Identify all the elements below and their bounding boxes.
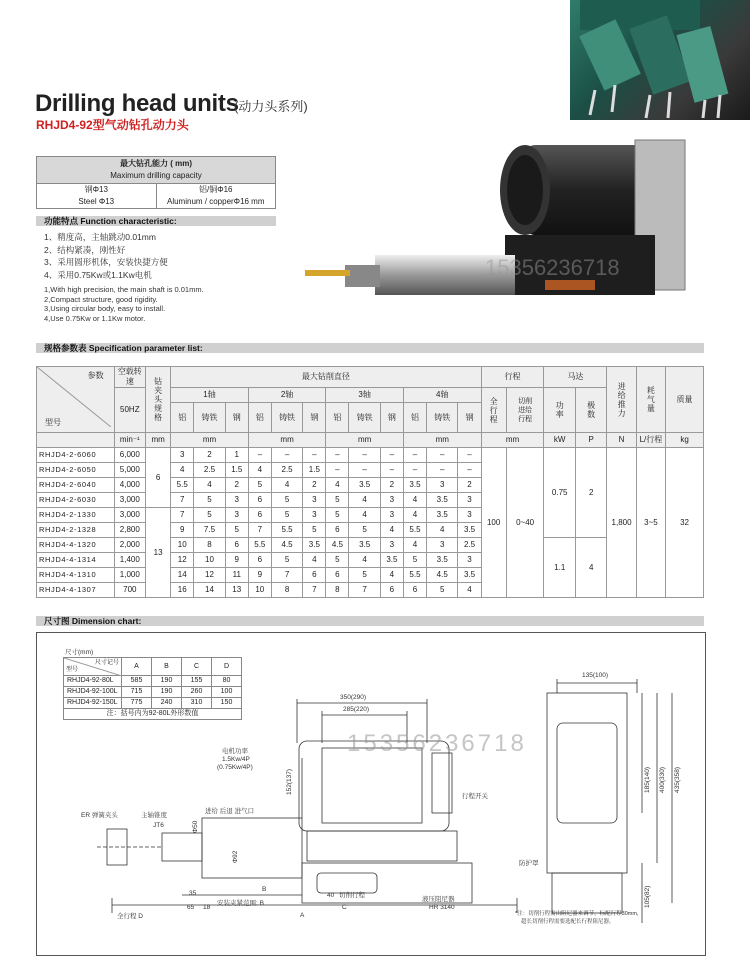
spec-unit-p: P: [575, 433, 606, 448]
spec-power-label: 功率: [544, 388, 575, 433]
spec-cell: 0.75: [544, 448, 575, 538]
spec-cell: 4,000: [114, 478, 145, 493]
spec-cell: 5.5: [171, 478, 194, 493]
dim-cell: 240: [152, 698, 182, 709]
spec-cell: 1,000: [114, 568, 145, 583]
spec-cell: RHJD4-2-1328: [37, 523, 115, 538]
dim-label-mount: 安装夹紧范围: B: [217, 900, 264, 907]
dim-cell: 585: [122, 676, 152, 687]
spec-cell: 4.5: [427, 568, 458, 583]
spec-cell: 6: [303, 568, 326, 583]
function-item: 3、采用圆形机体，安装快捷方便: [44, 257, 168, 267]
spec-cell: RHJD4-2-6050: [37, 463, 115, 478]
spec-cell: 1.1: [544, 538, 575, 598]
capacity-title-cn: 最大钻孔能力 ( mm): [37, 157, 276, 171]
spec-axis-4: 4轴: [403, 388, 481, 403]
dim-label-b: B: [262, 886, 267, 893]
spec-cell: 2: [380, 478, 403, 493]
spec-cell: 2: [303, 478, 326, 493]
dim-cell: 150: [212, 698, 242, 709]
spec-unit-mm: mm: [146, 433, 171, 448]
spec-cell: 3,000: [114, 508, 145, 523]
dim-label-stroke-switch: 行程开关: [462, 793, 488, 800]
spec-mat: 钢: [458, 403, 481, 433]
spec-cell: 3: [380, 538, 403, 553]
spec-cell: 11: [225, 568, 248, 583]
spec-cell: 3.5: [427, 508, 458, 523]
spec-cell: 4.5: [271, 538, 302, 553]
spec-cell: RHJD4-4-1320: [37, 538, 115, 553]
spec-mat: 钢: [380, 403, 403, 433]
function-item: 4、采用0.75Kw或1.1Kw电机: [44, 269, 152, 280]
spec-cell: 13: [146, 508, 171, 598]
spec-cell: 3.5: [349, 478, 380, 493]
spec-cell: 4: [403, 508, 426, 523]
spec-cell: 9: [171, 523, 194, 538]
spec-cell: 5: [427, 583, 458, 598]
dim-label-400: 400(330): [659, 766, 666, 793]
capacity-steel-en: Steel Φ13: [37, 196, 157, 209]
dim-cell: 310: [182, 698, 212, 709]
dim-cell: 715: [122, 687, 152, 698]
spec-cell: 7: [349, 583, 380, 598]
spec-cell: RHJD4-4-1307: [37, 583, 115, 598]
spec-cell: 2.5: [194, 463, 225, 478]
dim-label-full: 全行程 D: [117, 913, 143, 920]
function-item: 4,Use 0.75Kw or 1.1Kw motor.: [44, 313, 146, 323]
spec-cell: –: [349, 463, 380, 478]
dim-label-motor3: (0.75Kw/4P): [217, 764, 253, 771]
page-title: Drilling head units: [35, 90, 239, 117]
dim-col: C: [182, 658, 212, 676]
spec-corner: [37, 367, 115, 433]
spec-cell: 10: [194, 553, 225, 568]
watermark-2: 15356236718: [347, 730, 527, 757]
spec-cell: 5: [225, 523, 248, 538]
spec-cell: 9: [248, 568, 271, 583]
capacity-alu-cn: 铝/铜Φ16: [156, 184, 276, 197]
function-item: 2,Compact structure, good rigidity.: [44, 294, 158, 304]
spec-mat: 铝: [248, 403, 271, 433]
spec-body: [37, 448, 704, 598]
function-heading: 功能特点 Function characteristic:: [36, 216, 276, 226]
spec-cell: 3.5: [380, 553, 403, 568]
spec-row: [37, 448, 704, 463]
spec-cell: 100: [481, 448, 506, 598]
spec-cell: 3,000: [114, 493, 145, 508]
spec-mat: 铸铁: [194, 403, 225, 433]
spec-cell: 5: [271, 553, 302, 568]
function-list-en: [44, 285, 204, 323]
spec-cell: 6: [403, 583, 426, 598]
dim-label-cut: 切削行程: [339, 892, 365, 899]
spec-cell: 16: [171, 583, 194, 598]
dimension-chart: [36, 632, 706, 956]
spec-unit-mm: mm: [403, 433, 481, 448]
spec-cell: 6: [248, 553, 271, 568]
spec-cell: 4: [458, 583, 481, 598]
spec-cell: 4: [271, 478, 302, 493]
spec-cell: 9: [225, 553, 248, 568]
spec-unit-air: L/行程: [636, 433, 665, 448]
spec-cell: 1.5: [225, 463, 248, 478]
capacity-title-en: Maximum drilling capacity: [37, 170, 276, 184]
spec-mat: 铝: [326, 403, 349, 433]
spec-cell: 4: [326, 478, 349, 493]
spec-cell: 7.5: [194, 523, 225, 538]
dim-label-185: 185(140): [644, 766, 651, 793]
spec-cell: 3.5: [349, 538, 380, 553]
spec-cell: 5: [349, 568, 380, 583]
spec-cell: 6: [326, 523, 349, 538]
spec-mat: 钢: [225, 403, 248, 433]
dim-col: D: [212, 658, 242, 676]
spec-heading: 规格参数表 Specification parameter list:: [36, 343, 704, 353]
spec-cutstroke-label: 切削进给行程: [506, 388, 544, 433]
dim-label-d50: Φ50: [192, 820, 199, 833]
spec-cell: 5: [248, 478, 271, 493]
spec-cell: 5,000: [114, 463, 145, 478]
spec-unit-kw: kW: [544, 433, 575, 448]
dim-cell: 190: [152, 687, 182, 698]
spec-cell: 5: [349, 523, 380, 538]
spec-cell: 0~40: [506, 448, 544, 598]
dim-note: 注：括号内为92-80L外形数值: [64, 709, 242, 720]
dim-label-18: 18: [203, 904, 211, 911]
capacity-table: [36, 156, 276, 209]
spec-cell: –: [248, 448, 271, 463]
dim-label-hr: HR 3140: [429, 904, 455, 911]
spec-cell: –: [427, 463, 458, 478]
spec-mass-label: 质量: [666, 367, 704, 433]
spec-cell: 4: [303, 553, 326, 568]
spec-cell: 8: [326, 583, 349, 598]
spec-cell: 4.5: [326, 538, 349, 553]
spec-mat: 钢: [303, 403, 326, 433]
spec-cell: 4: [380, 523, 403, 538]
spec-cell: 7: [248, 523, 271, 538]
spec-cell: 8: [194, 538, 225, 553]
spec-table: [36, 366, 704, 598]
spec-mat: 铝: [403, 403, 426, 433]
dim-label-hydro: 液压阻尼器: [422, 896, 455, 903]
spec-cell: 4: [248, 463, 271, 478]
spec-blank: [37, 433, 115, 448]
spec-cell: 4: [349, 493, 380, 508]
dim-label-c: C: [342, 904, 347, 911]
spec-cell: 4: [403, 493, 426, 508]
spec-cell: 2.5: [271, 463, 302, 478]
spec-cell: 3.5: [458, 523, 481, 538]
spec-cell: 14: [171, 568, 194, 583]
spec-param-label: 参数: [87, 371, 104, 380]
spec-cell: 700: [114, 583, 145, 598]
spec-cell: 3: [427, 478, 458, 493]
spec-cell: –: [403, 463, 426, 478]
spec-cell: 1: [225, 448, 248, 463]
spec-cell: 6: [248, 493, 271, 508]
spec-cell: 4: [380, 568, 403, 583]
spec-cell: 4: [575, 538, 606, 598]
capacity-steel-cn: 钢Φ13: [37, 184, 157, 197]
spec-cell: –: [326, 463, 349, 478]
dim-label-er: ER 弹簧夹头: [81, 812, 118, 819]
spec-cell: 1,800: [607, 448, 636, 598]
spec-cell: 8: [271, 583, 302, 598]
spec-cell: 4: [427, 523, 458, 538]
spec-cell: RHJD4-2-6060: [37, 448, 115, 463]
spec-cell: 5: [194, 493, 225, 508]
spec-cell: 4: [403, 538, 426, 553]
spec-cell: –: [380, 463, 403, 478]
dim-row-model: RHJD4-92-100L: [64, 687, 122, 698]
spec-cell: 3: [458, 508, 481, 523]
spec-cell: 5.5: [403, 523, 426, 538]
spec-cell: 5: [326, 508, 349, 523]
spec-cell: 5: [326, 553, 349, 568]
spec-cell: 7: [271, 568, 302, 583]
function-item: 1,With high precision, the main shaft is 0.01mm.: [44, 285, 204, 294]
spec-cell: 13: [225, 583, 248, 598]
spec-cell: –: [458, 448, 481, 463]
spec-cell: 3: [427, 538, 458, 553]
spec-cell: –: [403, 448, 426, 463]
dim-label-inlet: 进给 后退 进气口: [205, 808, 255, 815]
dim-label-jt6: JT6: [153, 822, 164, 829]
dim-model-label: 型号: [66, 667, 79, 673]
product-photo: [570, 0, 750, 120]
dim-label-105: 105(82): [644, 885, 651, 908]
dim-row-model: RHJD4-92-80L: [64, 676, 122, 687]
spec-cell: 6: [380, 583, 403, 598]
dim-label-135: 135(100): [582, 672, 609, 679]
spec-cell: 12: [171, 553, 194, 568]
spec-cell: 4: [349, 553, 380, 568]
spec-fullstroke-label: 全行程: [481, 388, 506, 433]
spec-cell: 2,800: [114, 523, 145, 538]
watermark: 15356236718: [485, 255, 620, 280]
spec-cell: 7: [171, 508, 194, 523]
spec-cell: 2: [225, 478, 248, 493]
spec-cell: RHJD4-2-6040: [37, 478, 115, 493]
spec-cell: 2.5: [458, 538, 481, 553]
function-item: 3,Using circular body, easy to install.: [44, 304, 166, 313]
spec-cell: 5.5: [271, 523, 302, 538]
drilling-head-illustration: [295, 135, 705, 335]
spec-cell: 3.5: [303, 538, 326, 553]
spec-cell: 4: [194, 478, 225, 493]
spec-cell: 3: [458, 493, 481, 508]
dim-label-152: 152(137): [286, 768, 293, 795]
spec-cell: RHJD4-4-1310: [37, 568, 115, 583]
spec-cell: 3: [380, 493, 403, 508]
spec-cell: 2: [575, 448, 606, 538]
dim-label-guard: 防护罩: [519, 860, 539, 867]
spec-cell: 5: [303, 523, 326, 538]
spec-hz-label: 50HZ: [114, 388, 145, 433]
spec-unit-kg: kg: [666, 433, 704, 448]
function-list-cn: [44, 231, 168, 281]
spec-cell: RHJD4-2-6030: [37, 493, 115, 508]
spec-cell: 6: [225, 538, 248, 553]
spec-cell: 32: [666, 448, 704, 598]
dim-label-spindle: 主轴锥度: [141, 812, 167, 819]
spec-cell: –: [349, 448, 380, 463]
dim-col: A: [122, 658, 152, 676]
dim-note-1: *注：切削行程需由阻尼器来调节，标配行程30mm,: [515, 911, 639, 917]
spec-axis-2: 2轴: [248, 388, 326, 403]
capacity-alu-en: Aluminum / copperΦ16 mm: [156, 196, 276, 209]
spec-thrust-label: 进给推力: [607, 367, 636, 433]
dim-label-435: 435(358): [674, 766, 681, 793]
spec-unit-mm: mm: [171, 433, 249, 448]
dimension-drawing: [37, 633, 705, 955]
spec-unit-n: N: [607, 433, 636, 448]
spec-cell: 6: [326, 568, 349, 583]
spec-cell: 4: [349, 508, 380, 523]
spec-cell: RHJD4-2-1330: [37, 508, 115, 523]
spec-cell: RHJD4-4-1314: [37, 553, 115, 568]
spec-cell: 3: [458, 553, 481, 568]
dim-label-65: 65: [187, 904, 195, 911]
dim-row-model: RHJD4-92-150L: [64, 698, 122, 709]
spec-cell: 5: [194, 508, 225, 523]
spec-cell: 3.5: [403, 478, 426, 493]
spec-cell: 6: [248, 508, 271, 523]
dim-cell: 190: [152, 676, 182, 687]
spec-cell: 5: [271, 493, 302, 508]
spec-cell: 10: [248, 583, 271, 598]
dim-col: B: [152, 658, 182, 676]
spec-cell: 2: [458, 478, 481, 493]
spec-noload-label: 空载转速: [114, 367, 145, 388]
spec-cell: 1,400: [114, 553, 145, 568]
spec-mat: 铝: [171, 403, 194, 433]
spec-cell: 3: [380, 508, 403, 523]
spec-cell: 3.5: [427, 493, 458, 508]
function-item: 1、精度高，主轴跳动0.01mm: [44, 232, 156, 242]
spec-cell: 12: [194, 568, 225, 583]
spec-cell: 3: [225, 493, 248, 508]
spec-cell: 4: [171, 463, 194, 478]
spec-motor-label: 马达: [544, 367, 607, 388]
spec-cell: 1.5: [303, 463, 326, 478]
spec-unit-stroke: mm: [481, 433, 544, 448]
spec-cell: 6: [146, 448, 171, 508]
dim-cell: 155: [182, 676, 212, 687]
spec-unit-mm: mm: [248, 433, 326, 448]
page-subtitle: (动力头系列): [234, 99, 308, 114]
dim-cell: 100: [212, 687, 242, 698]
dim-label-motor2: 1.5Kw/4P: [222, 756, 250, 763]
spec-cell: 3~5: [636, 448, 665, 598]
dim-label-350: 350(290): [340, 694, 367, 701]
dim-code-label: 尺寸记号: [94, 660, 119, 666]
spec-cell: –: [427, 448, 458, 463]
spec-axis-1: 1轴: [171, 388, 249, 403]
spec-mat: 铸铁: [271, 403, 302, 433]
spec-cell: 10: [171, 538, 194, 553]
spec-cell: 3: [225, 508, 248, 523]
spec-maxdrill-label: 最大钻削直径: [171, 367, 481, 388]
spec-cell: 7: [171, 493, 194, 508]
spec-mat: 铸铁: [427, 403, 458, 433]
spec-air-label: 耗气量: [636, 367, 665, 433]
spec-row: [37, 538, 704, 553]
spec-cell: 14: [194, 583, 225, 598]
dim-note-2: 超长切削行程需要选配长行程阻尼器。: [521, 919, 615, 925]
spec-cell: –: [326, 448, 349, 463]
spec-cell: 2,000: [114, 538, 145, 553]
spec-cell: 7: [303, 583, 326, 598]
spec-cell: 3: [303, 508, 326, 523]
dim-label-35: 35: [189, 890, 197, 897]
spec-cell: 5: [403, 553, 426, 568]
spec-unit-mm: mm: [326, 433, 404, 448]
spec-cell: 3.5: [458, 568, 481, 583]
function-item: 2、结构紧凑，刚性好: [44, 244, 126, 255]
dim-cell: 80: [212, 676, 242, 687]
spec-cell: –: [271, 448, 302, 463]
spec-unit-min: min⁻¹: [114, 433, 145, 448]
spec-cell: –: [458, 463, 481, 478]
model-title: RHJD4-92型气动钻孔动力头: [36, 118, 189, 132]
dim-label-motor: 电机功率: [222, 748, 248, 755]
spec-poles-label: 极数: [575, 388, 606, 433]
spec-stroke-label: 行程: [481, 367, 544, 388]
spec-chuck-label: 钻夹头规格: [146, 367, 171, 433]
dim-label-a: A: [300, 912, 305, 919]
spec-cell: 6,000: [114, 448, 145, 463]
spec-cell: 5: [271, 508, 302, 523]
spec-cell: 3: [303, 493, 326, 508]
spec-cell: 5.5: [403, 568, 426, 583]
spec-axis-3: 3轴: [326, 388, 404, 403]
dim-label-285: 285(220): [343, 706, 370, 713]
dim-cell: 260: [182, 687, 212, 698]
spec-cell: 3: [171, 448, 194, 463]
dim-cell: 775: [122, 698, 152, 709]
spec-cell: 2: [194, 448, 225, 463]
spec-mat: 铸铁: [349, 403, 380, 433]
spec-cell: 3.5: [427, 553, 458, 568]
spec-cell: 5.5: [248, 538, 271, 553]
dimension-heading: 尺寸图 Dimension chart:: [36, 616, 704, 626]
dim-label-40: 40: [327, 892, 335, 899]
dim-unit: 尺寸(mm): [65, 649, 94, 656]
spec-cell: –: [380, 448, 403, 463]
spec-cell: –: [303, 448, 326, 463]
dim-label-d92: Φ92: [232, 850, 239, 863]
spec-model-label: 型号: [45, 418, 61, 427]
spec-cell: 5: [326, 493, 349, 508]
